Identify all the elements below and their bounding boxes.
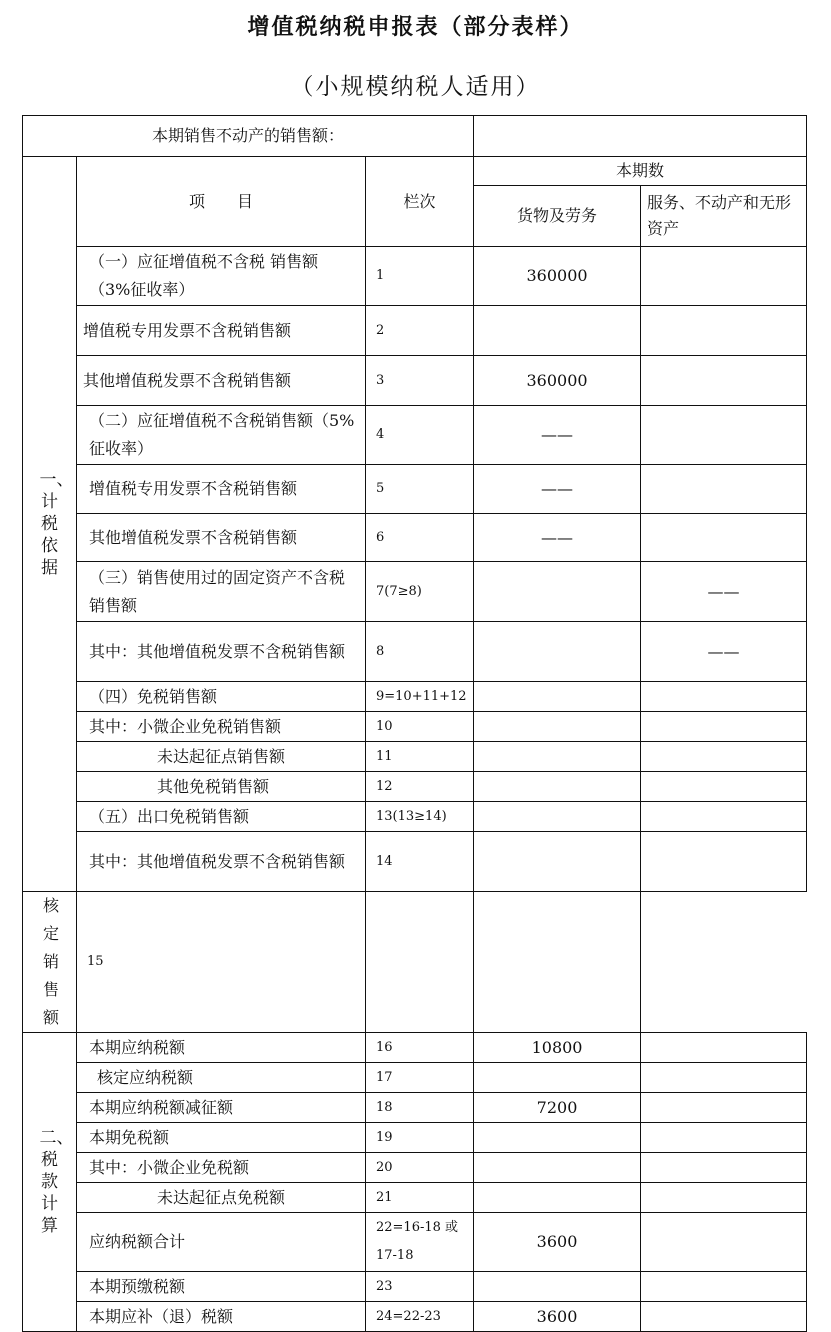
row-label: （二）应征增值税不含税销售额（5%征收率）	[77, 406, 366, 465]
row-code: 12	[366, 772, 474, 802]
row-label: 应纳税额合计	[77, 1213, 366, 1272]
row-label: 其他增值税发票不含税销售额	[77, 356, 366, 406]
row-goods: 3600	[474, 1213, 641, 1272]
table-row	[23, 1033, 807, 1063]
table-row	[23, 832, 807, 892]
header-item: 项 目	[77, 157, 366, 247]
row-services	[641, 1183, 807, 1213]
row-services	[641, 1153, 807, 1183]
row-label: 其他免税销售额	[77, 772, 366, 802]
table-row	[23, 514, 807, 562]
table-row	[23, 1153, 807, 1183]
row-code: 7(7≥8)	[366, 562, 474, 622]
page-title: 增值税纳税申报表（部分表样）	[247, 15, 584, 40]
row-label: 本期应纳税额	[77, 1033, 366, 1063]
row-services	[641, 356, 807, 406]
row-services	[641, 832, 807, 892]
table-row	[23, 306, 807, 356]
row-code: 21	[366, 1183, 474, 1213]
row-label: （一）应征增值税不含税 销售额（3%征收率）	[77, 247, 366, 306]
row-label: （四）免税销售额	[77, 682, 366, 712]
header-row-1	[23, 157, 807, 186]
header-goods: 货物及劳务	[474, 186, 641, 247]
row-goods: ——	[474, 465, 641, 514]
row-goods	[474, 622, 641, 682]
row-goods	[474, 306, 641, 356]
row-goods	[474, 1123, 641, 1153]
top-row	[23, 116, 807, 157]
row-label: 其他增值税发票不含税销售额	[77, 514, 366, 562]
row-services	[641, 247, 807, 306]
row-services	[641, 802, 807, 832]
row-code: 11	[366, 742, 474, 772]
row-label: 未达起征点免税额	[77, 1183, 366, 1213]
row-goods	[474, 712, 641, 742]
row-label: 未达起征点销售额	[77, 742, 366, 772]
header-services: 服务、不动产和无形资产	[641, 186, 807, 247]
row-code: 20	[366, 1153, 474, 1183]
row-goods: 360000	[474, 247, 641, 306]
row-services	[641, 465, 807, 514]
row-services	[474, 892, 641, 1033]
row-code: 23	[366, 1272, 474, 1302]
table-row	[23, 1272, 807, 1302]
row-services	[641, 1063, 807, 1093]
row-label: 本期免税额	[77, 1123, 366, 1153]
row-label: （三）销售使用过的固定资产不含税销售额	[77, 562, 366, 622]
row-label: 本期应补（退）税额	[77, 1302, 366, 1332]
row-code: 8	[366, 622, 474, 682]
table-row	[23, 247, 807, 306]
row-goods	[474, 562, 641, 622]
row-services	[641, 682, 807, 712]
row-services	[641, 772, 807, 802]
table-row	[23, 356, 807, 406]
row-label: 增值税专用发票不含税销售额	[77, 465, 366, 514]
row-services	[641, 1093, 807, 1123]
row-goods	[474, 682, 641, 712]
row-code: 6	[366, 514, 474, 562]
row-goods: 10800	[474, 1033, 641, 1063]
table-row	[23, 742, 807, 772]
row-code: 1	[366, 247, 474, 306]
row-code: 5	[366, 465, 474, 514]
row-goods	[474, 742, 641, 772]
row-code: 9=10+11+12	[366, 682, 474, 712]
row-services	[641, 306, 807, 356]
tax-return-table	[22, 115, 807, 1332]
row-services: ——	[641, 622, 807, 682]
row-services	[641, 1302, 807, 1332]
row-goods	[474, 772, 641, 802]
row-goods: 7200	[474, 1093, 641, 1123]
row-code: 4	[366, 406, 474, 465]
row-services	[641, 1213, 807, 1272]
row-goods	[474, 1272, 641, 1302]
row-goods: 360000	[474, 356, 641, 406]
table-row	[23, 802, 807, 832]
row-code: 19	[366, 1123, 474, 1153]
row-goods	[474, 832, 641, 892]
table-row	[23, 1302, 807, 1332]
row-code: 14	[366, 832, 474, 892]
header-period: 本期数	[474, 157, 807, 186]
section-1-label: 一、计税依据	[23, 157, 77, 892]
table-row	[23, 1183, 807, 1213]
table-row	[23, 772, 807, 802]
row-code: 16	[366, 1033, 474, 1063]
row-label: 其中：小微企业免税额	[77, 1153, 366, 1183]
row-label: 核定应纳税额	[77, 1063, 366, 1093]
row-services	[641, 406, 807, 465]
table-row	[23, 712, 807, 742]
top-row-label: 本期销售不动产的销售额：	[23, 116, 474, 157]
row-code: 15	[77, 892, 366, 1033]
table-row	[23, 622, 807, 682]
row-code: 10	[366, 712, 474, 742]
row-services	[641, 1272, 807, 1302]
table-row	[23, 406, 807, 465]
table-row	[23, 892, 807, 1033]
header-code: 栏次	[366, 157, 474, 247]
row-label: 其中：其他增值税发票不含税销售额	[77, 832, 366, 892]
row-code: 2	[366, 306, 474, 356]
table-row	[23, 1213, 807, 1272]
table-row	[23, 1093, 807, 1123]
row-label: 其中：其他增值税发票不含税销售额	[77, 622, 366, 682]
row-goods: ——	[474, 406, 641, 465]
row-code: 18	[366, 1093, 474, 1123]
row-goods	[474, 1183, 641, 1213]
row-code: 22=16-18 或17-18	[366, 1213, 474, 1272]
row-services	[641, 742, 807, 772]
row-code: 17	[366, 1063, 474, 1093]
page-subtitle: （小规模纳税人适用）	[290, 74, 541, 100]
top-row-value	[474, 116, 807, 157]
row-code: 3	[366, 356, 474, 406]
row-services	[641, 1033, 807, 1063]
row-goods: 3600	[474, 1302, 641, 1332]
row-goods	[366, 892, 474, 1033]
row-label: 核定销售额	[23, 892, 77, 1033]
row-services: ——	[641, 562, 807, 622]
row-services	[641, 514, 807, 562]
row-label: 本期应纳税额减征额	[77, 1093, 366, 1123]
table-row	[23, 465, 807, 514]
row-label: 其中：小微企业免税销售额	[77, 712, 366, 742]
row-code: 24=22-23	[366, 1302, 474, 1332]
row-goods	[474, 802, 641, 832]
row-services	[641, 1123, 807, 1153]
row-goods	[474, 1153, 641, 1183]
row-label: 本期预缴税额	[77, 1272, 366, 1302]
row-label: 增值税专用发票不含税销售额	[77, 306, 366, 356]
table-row	[23, 562, 807, 622]
table-row	[23, 682, 807, 712]
row-goods: ——	[474, 514, 641, 562]
section-2-label: 二、税款计算	[23, 1033, 77, 1332]
row-goods	[474, 1063, 641, 1093]
row-label: （五）出口免税销售额	[77, 802, 366, 832]
row-services	[641, 712, 807, 742]
row-code: 13(13≥14)	[366, 802, 474, 832]
table-row	[23, 1123, 807, 1153]
table-row	[23, 1063, 807, 1093]
